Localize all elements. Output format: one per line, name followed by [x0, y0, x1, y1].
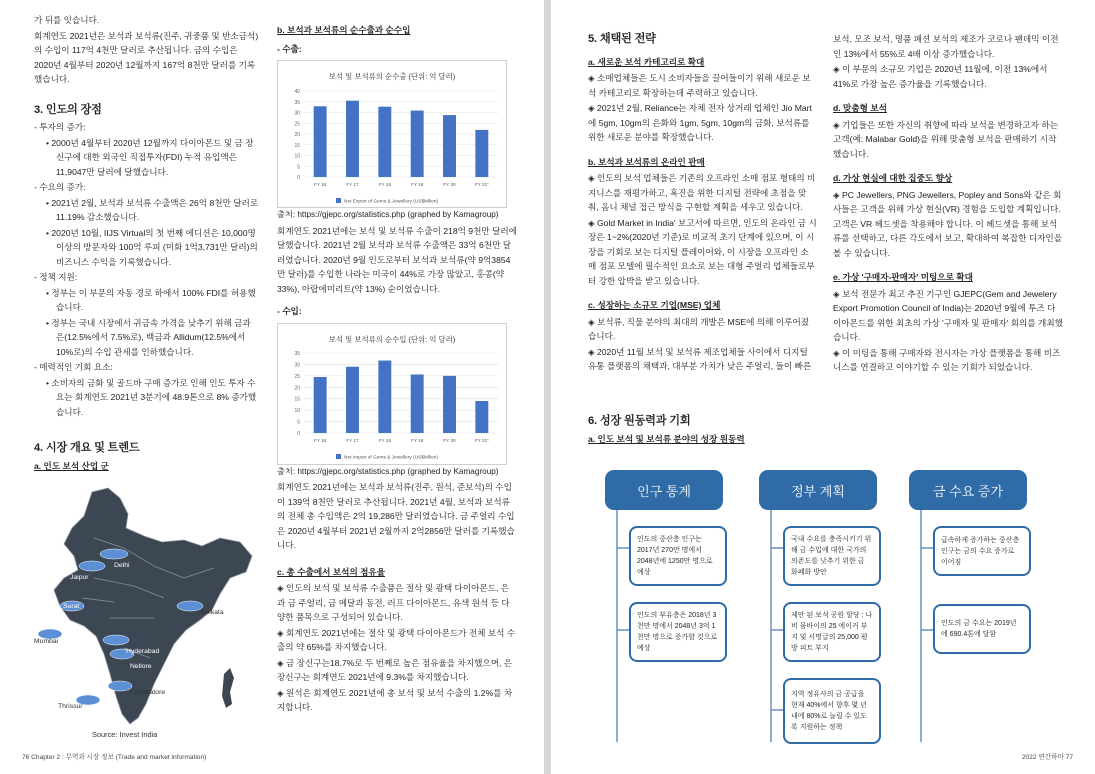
section-6-subtitle: a. 인도 보석 및 보석류 분야의 성장 원동력	[588, 433, 745, 444]
advantage-item: - 정책 지원:	[34, 272, 78, 282]
import-chart-bar	[411, 374, 424, 433]
export-chart-y-tick: 15	[294, 142, 300, 149]
right-top-item: ◈ 이 부문의 소규모 기업은 2020년 11월에, 이전 13%에서 41%로 가장 높은 증가율을 기록했습니다.	[833, 64, 1048, 89]
import-label: - 수입:	[277, 306, 302, 316]
strategy-b-list	[588, 171, 817, 288]
export-chart-x-tick: FY 20	[443, 181, 456, 187]
export-label: - 수출:	[277, 43, 302, 54]
strategy-a-subtitle: a. 새로운 보석 카테고리로 확대	[588, 56, 705, 67]
strategy-item: ◈ 소매업체들은 도시 소비자들을 끌어들이기 위해 새로운 보석 카테고리로 확장하는데 주력하고 있습니다.	[588, 73, 811, 98]
advantage-item: - 투자의 증가:	[34, 122, 86, 132]
strategy-item: ◈ 보석류, 직물 분야의 최대의 개발은 MSE에 의해 이루어졌습니다.	[588, 316, 810, 341]
export-chart-y-tick: 10	[294, 153, 300, 159]
right-column-2	[833, 32, 1063, 376]
export-chart-y-tick: 20	[294, 131, 300, 138]
map-label-hyderabad: Hyderabad	[126, 648, 160, 655]
virtual-meeting-item-1: ◈ 보석 전문가 최고 추진 기구인 GJEPC(Gem and Jewelery Export Promotion Council of India)는 2020년 9월에 투즈 다이아몬드를 위한 최초의 가상 '구매자 및 판매자' 회의를 개최했습니다.	[833, 288, 1063, 342]
export-chart-y-tick: 30	[294, 110, 300, 116]
growth-drivers-diagram	[603, 470, 1033, 748]
advantage-item: • 정부는 국내 시장에서 귀금속 가격을 낮추기 위해 금과 은(12.5%에서 7.5%로), 백금과 Allidum(12.5%에서 10%로)의 수입 관세를 인하했습니다.	[46, 317, 251, 357]
import-chart-x-tick: FY 19	[411, 438, 424, 443]
gov-plan-box-3: 지역 정유사의 금 공급을 현재 40%에서 향후 몇 년 내에 80%로 늘릴 수 있도록 지원하는 정책	[783, 678, 881, 744]
intro-paragraph: 회계연도 2021년은 보석과 보석류(진주, 귀중품 및 반소금석)의 수입이 117억 4천만 달러로 추산됩니다. 금의 수입은 2020년 4월부터 2020년 12월까지 167억 8천만 달러를 기록했습니다.	[34, 30, 259, 84]
strategy-item: ◈ 인도의 보석 업체들은 기존의 오프라인 소매 점포 형태의 비지니스를 재평가하고, 혹진을 위한 디지털 전략에 초점을 맞춰, 옴니 채널 접근 방식을 구현할 계획을 세우고 있습니다.	[588, 173, 816, 212]
export-chart-x-tick: FY 18	[378, 181, 391, 187]
export-chart-bar	[411, 110, 424, 176]
strategy-item: ◈ Gold Market in India' 보고서에 따르면, 인도의 온라인 금 시장은 1~2%(2020년 기준)로 비교적 초기 단계에 있으며, 이 시장을 기회로 보는 디지털 플레이어와, 이 시장을 오프라인 소매 점포 모델에 필수적인 요소로 보는 대형 주얼리 업체들로부터 강한 압박을 받고 있습니다.	[588, 217, 817, 286]
strategy-c-list	[588, 315, 817, 374]
intro-line-1: 가 뒤를 잇습니다.	[34, 15, 100, 25]
demographics-box-1: 인도의 중산층 인구는 2017년 270만 명에서 2048년에 1250만 명으로 예상	[629, 526, 727, 586]
import-chart-legend-swatch	[336, 454, 341, 459]
right-column-1	[588, 32, 817, 375]
export-share-item: ◈ 인도의 보석 및 보석류 수출품은 절삭 및 광택 다이아몬드, 은과 금 주얼리, 금 메달과 동전, 러프 다이아몬드, 유색 원석 등 다양한 품목으로 구성되어 있습니다.	[277, 583, 510, 622]
strategy-c-subtitle: c. 성장하는 소규모 기업(MSE) 업체	[588, 300, 721, 310]
vr-item: ◈ PC Jewellers, PNG Jewellers, Popley and Sons와 같은 회사들은 고객을 위해 가상 현실(VR) 경험을 도입할 계획입니다. 고객은 VR 헤드셋을 착용해야 합니다. 이 헤드셋을 통해 보석류를 선택하고, 다른 각도에서 보고, 확대하여 복잡한 디자인을 볼 수 있습니다.	[833, 189, 1063, 258]
export-chart-x-tick: FY 16	[314, 181, 327, 187]
advantage-item: • 2021년 2월, 보석과 보석류 수출액은 26억 8천만 달러로 11.19% 감소했습니다.	[46, 197, 259, 222]
export-chart-bar	[443, 115, 456, 177]
export-chart-x-tick: FY 17	[346, 181, 359, 187]
export-chart-y-tick: 5	[297, 163, 300, 170]
map-label-jaipur: Jaipur	[70, 574, 89, 581]
section-6-title: 6. 성장 원동력과 기회	[588, 415, 691, 427]
import-chart-y-tick: 30	[294, 362, 300, 369]
section-3-title: 3. 인도의 장점	[34, 103, 102, 116]
import-chart-x-tick: FY 20	[443, 438, 456, 443]
strategy-item: ◈ 2021년 2월, Reliance는 자체 전자 상거래 업체인 Jio Mart에 5gm, 10gm의 은화와 1gm, 5gm, 10gm의 금화, 보석류를 위한 새로운 분야를 확장했습니다.	[588, 103, 812, 142]
import-chart-y-tick: 25	[294, 373, 300, 380]
diagram-head-demographics: 인구 통계	[605, 470, 723, 510]
india-map	[34, 478, 262, 743]
gov-plan-box-2: 제안 된 보석 공원 할당 : 나비 뭄바이의 25 에이커 부지 및 서명글의 25,000 평방 피트 부지	[783, 602, 881, 662]
india-map-graphic	[34, 478, 262, 743]
import-chart-x-tick: FY 21*	[474, 438, 489, 443]
virtual-meeting-subtitle: e. 가상 '구매자-판매자' 미팅으로 확대	[833, 272, 973, 282]
import-paragraph: 회계연도 2021년에는 보석과 보석류(진주, 원석, 준보석)의 수입이 139억 8천만 달러로 추산됩니다. 2021년 4월, 보석과 보석류의 전체 총 수입액은 2억 19,286만 달러였습니다. 금 주얼리 수입은 2020년 4월부터 2021년 2월까지 2억2856만 달러를 기록했습니다.	[277, 482, 515, 550]
map-label-kolkata: Kolkata	[201, 609, 224, 616]
import-chart-bar	[346, 367, 359, 433]
export-chart-svg	[278, 85, 506, 211]
strategy-item: ◈ 2020년 11월 보석 및 보석류 제조업체들 사이에서 디지털 유통 플랫폼의 채택과, 대부분 가치가 낮은 주얼리, 들이 빠른	[588, 346, 812, 371]
import-chart-y-tick: 5	[297, 419, 300, 426]
left-column-1	[34, 13, 259, 475]
export-share-list	[277, 581, 517, 715]
import-chart	[277, 323, 507, 465]
advantage-item: - 수요의 증가:	[34, 182, 86, 192]
import-source-note: 출처: https://gjepc.org/statistics.php (graphed by Kamagroup)	[277, 466, 499, 476]
left-page	[0, 0, 544, 774]
export-chart-bar	[378, 106, 391, 176]
import-chart-svg	[278, 347, 506, 467]
import-chart-x-tick: FY 16	[314, 438, 327, 443]
export-chart-legend-label: Net Export of Gems & Jewellery (US$billion)	[344, 199, 439, 204]
advantage-item: • 소비자의 금화 및 골드바 구매 증가로 인해 인도 투자 수요는 회계연도 2021년 3분기에 48.9톤으로 8% 증가했습니다.	[46, 377, 257, 417]
export-chart-bar	[346, 100, 359, 176]
advantage-item: • 2020년 10월, IIJS Virtual의 첫 번째 에디션은 10,000명 이상의 방문자와 100억 루피 (미화 1억3,731만 달러)의 비즈니스 수익을 기록했습니다.	[46, 227, 258, 267]
section-6-block	[588, 414, 828, 448]
export-share-item: ◈ 원석은 회계연도 2021년에 총 보석 및 보석 수출의 1.2%를 차지합니다.	[277, 687, 513, 712]
strategy-a-list	[588, 71, 817, 145]
export-chart-y-tick: 40	[294, 88, 300, 95]
export-chart-legend-swatch	[336, 198, 341, 203]
import-chart-bar	[314, 377, 327, 433]
import-chart-y-tick: 15	[294, 396, 300, 403]
import-chart-bar	[443, 376, 456, 433]
export-chart	[277, 60, 507, 208]
demographics-box-2: 인도의 부유층은 2018년 3천만 명에서 2048년 3억 1천만 명으로 증가할 것으로 예상	[629, 602, 727, 662]
advantage-item: • 2000년 4월부터 2020년 12월까지 다이아몬드 및 금 장신구에 대한 외국인 직접투자(FDI) 누적 유입액은 11,9047만 달러에 달했습니다.	[46, 137, 254, 177]
right-footer: 2022 연간하마 77	[1021, 754, 1073, 761]
strategy-b-subtitle: b. 보석과 보석류의 온라인 판매	[588, 156, 705, 167]
advantages-list	[34, 120, 259, 419]
right-top-paragraph: 보석, 모조 보석, 명품 패션 보석의 제조가 코로나 팬데믹 이전인 13%에서 55%로 4배 이상 증가했습니다.	[833, 34, 1059, 59]
export-source-note: 출처: https://gjepc.org/statistics.php (graphed by Kamagroup)	[277, 210, 499, 219]
map-source: Source: Invest India	[92, 730, 158, 739]
section-4-subtitle: a. 인도 보석 산업 군	[34, 460, 109, 471]
left-footer: 76 Chapter 2 : 무역과 시장 정보 (Trade and market information)	[22, 754, 207, 761]
export-chart-title: 보석 및 보석류의 순수출 (단위: 억 달러)	[328, 72, 456, 81]
export-chart-y-tick: 35	[294, 99, 300, 106]
import-chart-x-tick: FY 17	[346, 438, 359, 443]
export-share-subtitle: c. 총 수출에서 보석의 점유율	[277, 566, 386, 577]
section-4-title: 4. 시장 개요 및 트렌드	[34, 442, 140, 454]
diagram-head-gold-demand: 금 수요 증가	[909, 470, 1027, 510]
map-label-mumbai: Mumbai	[34, 638, 59, 645]
import-chart-bar	[475, 401, 488, 433]
custom-jewel-item: ◈ 기업들은 또한 자신의 취향에 따라 보석을 변경하고자 하는 고객(예: Malabar Gold)을 위해 맞춤형 보석을 판매하기 시작했습니다.	[833, 119, 1058, 159]
import-chart-bar	[378, 361, 391, 433]
map-label-thrissur: Thrissur	[58, 703, 83, 710]
import-chart-y-tick: 0	[297, 431, 300, 437]
export-chart-y-tick: 25	[294, 120, 300, 127]
map-label-surat: Surat	[63, 603, 80, 610]
export-share-item: ◈ 금 장신구는18.7%로 두 번째로 높은 점유율을 차지했으며, 은 장신구는 회계연도 2021년에 9.3%를 차지했습니다.	[277, 657, 513, 682]
export-paragraph: 회계연도 2021년에는 보석 및 보석류 수출이 218억 9천만 달러에 달했습니다. 2021년 2월 보석과 보석류 수출액은 33억 6천만 달러였습니다. 2020년 9월 인도로부터 보석과 보석류(약 9억3854만 달러)를 수입한 나라는 미국이 44%로 가장 많았고, 홍콩(약 33%), 아랍에미리트(약 13%) 순이었습니다.	[277, 225, 517, 294]
import-chart-y-tick: 10	[294, 408, 300, 415]
import-chart-title: 보석 및 보석류의 순수입 (단위: 억 달러)	[328, 334, 456, 344]
export-chart-x-tick: FY 19	[411, 181, 424, 187]
export-chart-y-tick: 0	[297, 174, 300, 181]
export-import-subtitle: b. 보석과 보석류의 순수출과 순수입	[277, 25, 411, 35]
virtual-meeting-item-2: ◈ 이 미팅을 통해 구매자와 전시자는 가상 플랫폼을 통해 비즈니스를 연결하고 이야기할 수 있는 기회가 되었습니다.	[833, 347, 1061, 372]
gov-plan-box-1: 국내 수요를 충족시키기 위해 금 수입에 대한 국가의 의존도를 낮추기 위한 금 화폐화 방안	[783, 526, 881, 586]
custom-jewel-subtitle: d. 맞춤형 보석	[833, 103, 887, 113]
map-label-nellore: Nellore	[130, 663, 152, 670]
import-chart-legend-label: Net Import of Gems & Jewellery (US$billion)	[344, 455, 438, 461]
import-chart-y-tick: 20	[294, 385, 300, 392]
advantage-item: - 매력적인 기회 요소:	[34, 362, 113, 372]
section-5-title: 5. 채택된 전략	[588, 33, 656, 45]
vr-subtitle: d. 가상 현실에 대한 집중도 향상	[833, 173, 953, 183]
gold-demand-box-2: 인도의 금 수요는 2019년에 690.4톤에 달함	[933, 604, 1031, 654]
left-column-2	[277, 23, 517, 716]
advantage-item: • 정부는 이 부문의 자동 경로 하에서 100% FDI를 허용했습니다.	[46, 287, 256, 312]
gold-demand-box-1: 급속하게 증가하는 중산층 인구는 금의 수요 증가로 이어짐	[933, 526, 1031, 576]
import-chart-x-tick: FY 18	[378, 438, 391, 443]
map-label-delhi: Delhi	[114, 562, 130, 569]
export-chart-x-tick: FY 21*	[474, 181, 489, 187]
import-chart-y-tick: 35	[294, 351, 300, 357]
map-label-coimbatore: Coimbatore	[130, 689, 166, 696]
export-share-item: ◈ 회계연도 2021년에는 절삭 및 광택 다이아몬드가 전체 보석 수출의 약 65%를 차지했습니다.	[277, 627, 516, 652]
export-chart-bar	[475, 129, 488, 176]
diagram-head-gov-plan: 정부 계획	[759, 470, 877, 510]
export-chart-bar	[314, 106, 327, 177]
